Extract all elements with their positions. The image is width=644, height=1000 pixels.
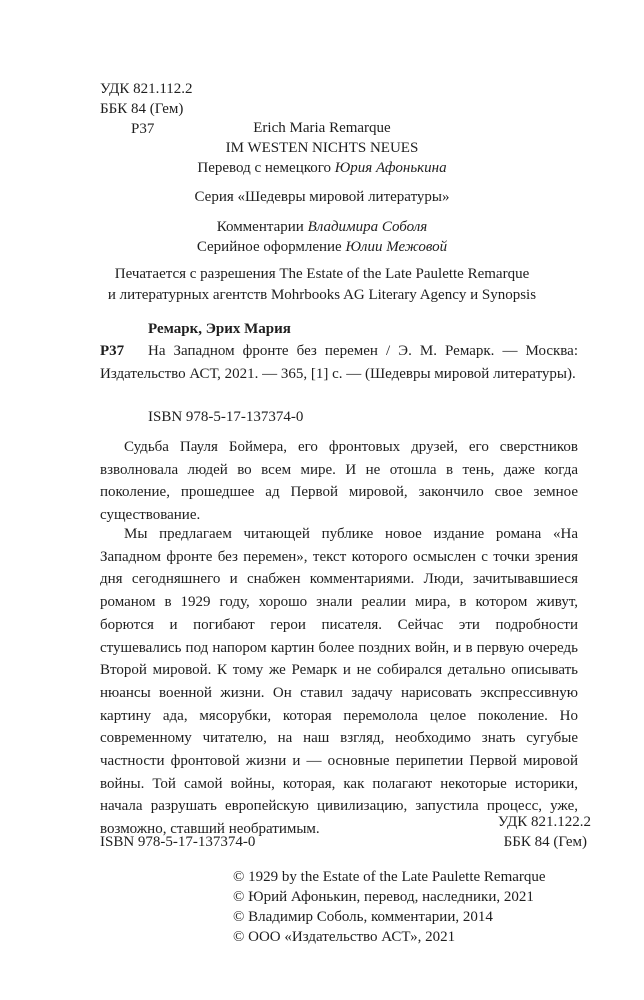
series-line: Серия «Шедевры мировой литературы» — [194, 189, 450, 205]
designer-name: Юлии Межовой — [345, 239, 448, 255]
permission-line-2: и литературных агентств Mohrbooks AG Literary Agency и Synopsis — [107, 287, 537, 303]
original-author: Erich Maria Remarque — [253, 120, 391, 136]
commentator-name: Владимира Соболя — [307, 219, 428, 235]
original-title: IM WESTEN NICHTS NEUES — [225, 140, 419, 156]
permission-line-1: Печатается с разрешения The Estate of the Late Paulette Remarque — [114, 266, 530, 282]
copyright-1: © 1929 by the Estate of the Late Paulette Remarque — [233, 869, 546, 885]
udk-top: УДК 821.112.2 — [100, 81, 193, 97]
translation-credit — [0, 160, 644, 177]
bbk-bottom: ББК 84 (Гем) — [503, 834, 587, 850]
bib-heading: Ремарк, Эрих Мария — [148, 321, 291, 337]
annotation-paragraph-2: Мы предлагаем читающей публике новое издание романа «На Западном фронте без перемен», текст которого осмыслен с точки зрения дня сегодняшнего и снабжен комментариями. Люди, зачитывавшиеся романом в 1929 году, хорошо знали реалии мира, в котором живут, борются и погибают герои писателя. Сейчас эти подробности стушевались под напором картин более поздних войн, и в первую очередь Второй мировой. К тому же Ремарк и не собирался детально описывать нюансы военной жизни. Он ставил задачу нарисовать экспрессивную картину ада, мясорубки, которая перемолола целое поколение. Но современному читателю, на наш взгляд, необходимо знать сугубые частности фронтовой жизни и — основные перипетии Первой мировой войны. Той самой войны, которая, как полагают некоторые историки, начала разрушать европейскую цивилизацию, запустила процесс, уже, возможно, ставший необратимым. — [100, 526, 578, 838]
design-prefix: Серийное оформление — [196, 239, 346, 255]
bbk-top: ББК 84 (Гем) — [100, 101, 184, 117]
translator-name: Юрия Афонькина — [334, 160, 447, 176]
bib-mark: Р37 — [100, 343, 125, 359]
author-mark-top: Р37 — [131, 121, 155, 137]
isbn-bottom: ISBN 978-5-17-137374-0 — [100, 834, 256, 850]
comments-credit — [0, 219, 644, 236]
copyright-3: © Владимир Соболь, комментарии, 2014 — [233, 909, 493, 925]
copyright-2: © Юрий Афонькин, перевод, наследники, 2021 — [233, 889, 534, 905]
udk-bottom: УДК 821.122.2 — [497, 814, 591, 830]
bib-isbn: ISBN 978-5-17-137374-0 — [148, 409, 304, 425]
bib-description: На Западном фронте без перемен / Э. М. Ремарк. — Москва: Издательство АСТ, 2021. — 365, [1] с. — (Шедевры мировой литературы). — [100, 343, 578, 382]
design-credit — [0, 239, 644, 256]
annotation-paragraph-1: Судьба Пауля Боймера, его фронтовых друзей, его сверстников взволновала людей во всем мире. И не отошла в тень, даже когда поколение, прошедшее ад Первой мировой, закончило свое земное существование. — [100, 439, 578, 524]
comments-prefix: Комментарии — [216, 219, 308, 235]
copyright-4: © ООО «Издательство АСТ», 2021 — [233, 929, 456, 945]
translation-prefix: Перевод с немецкого — [197, 160, 335, 176]
